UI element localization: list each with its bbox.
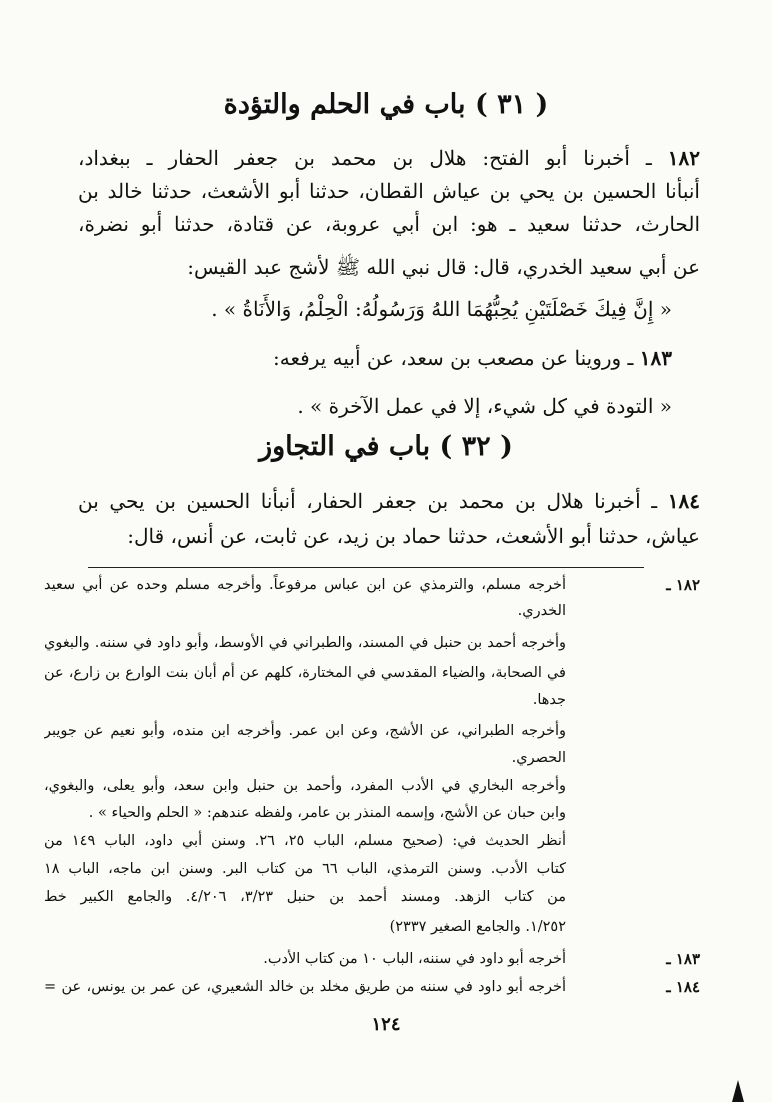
hadith-183-quote: « التودة في كل شيء، إلا في عمل الآخرة » . (297, 394, 672, 418)
footnote-182-line: جدها. (532, 692, 566, 708)
footnote-184-text: أخرجه أبو داود في سننه من طريق مخلد بن خالد الشعيري، عن عمر بن يونس، عن = (44, 979, 566, 995)
hadith-182-text-1: ـ أخبرنا أبو الفتح: هلال بن محمد بن جعفر الحفار ـ ببغداد، (78, 146, 652, 170)
hadith-182-line-4: عن أبي سعيد الخدري، قال: قال نبي الله ﷺ لأشج عبد القيس: (187, 255, 700, 279)
hadith-184-number: ١٨٤ (667, 489, 700, 513)
footnote-182-line: وأخرجه الطبراني، عن الأشج، وعن ابن عمر. وأخرجه ابن منده، وأبو نعيم عن جويبر (44, 723, 566, 739)
footnote-182-line: ١/٢٥٢. والجامع الصغير ٢٣٣٧) (389, 919, 566, 935)
footnote-182-line: كتاب الأدب. وسنن الترمذي، الباب ٦٦ من كتاب البر. وسنن ابن ماجه، الباب ١٨ (44, 861, 566, 877)
footnote-182-line: وأخرجه أحمد بن حنبل في المسند، والطبراني في الأوسط، وأبو داود في سننه. والبغوي (44, 635, 566, 651)
footnote-182-line: وابن حبان عن الأشج، وإسمه المنذر بن عامر، ولفظه عندهم: « الحلم والحياء » . (88, 805, 566, 821)
footnote-183-label: ١٨٣ ـ (666, 950, 700, 968)
footnote-182-line: الخدري. (517, 603, 566, 619)
hadith-184-line-1 (78, 486, 700, 516)
footnote-divider (88, 567, 644, 568)
footnote-182-line: في الصحابة، والضياء المقدسي في المختارة، كلهم عن أم أبان بنت الوارع بن زارع، عن (44, 665, 566, 681)
hadith-182-line-3: الحارث، حدثنا سعيد ـ هو: ابن أبي عروبة، عن قتادة، حدثنا أبو نضرة، (78, 212, 700, 236)
footnote-182-line: أخرجه مسلم، والترمذي عن ابن عباس مرفوعاً. وأخرجه مسلم وحده عن أبي سعيد (44, 577, 566, 593)
hadith-183-text: ـ وروينا عن مصعب بن سعد، عن أبيه يرفعه: (273, 346, 634, 370)
footnote-182-line: من كتاب الزهد. ومسند أحمد بن حنبل ٣/٢٣، ٤/٢٠٦. والجامع الكبير خط (44, 889, 566, 905)
page-number: ١٢٤ (371, 1014, 401, 1035)
hadith-184-text-1: ـ أخبرنا هلال بن محمد بن جعفر الحفار، أنبأنا الحسين بن يحي بن (78, 489, 658, 513)
chapter-heading-32: ( ٣٢ ) باب في التجاوز (259, 431, 513, 462)
hadith-182-line-2: أنبأنا الحسين بن يحي بن عياش القطان، حدثنا أبو الأشعث، حدثنا خالد بن (78, 179, 700, 203)
footnote-182-line: الحصري. (511, 750, 566, 766)
footnote-182-line: أنظر الحديث في: (صحيح مسلم، الباب ٢٥، ٢٦. وسنن أبي داود، الباب ١٤٩ من (44, 833, 566, 849)
footnote-183-text: أخرجه أبو داود في سننه، الباب ١٠ من كتاب الأدب. (263, 951, 566, 967)
footnote-182-label: ١٨٢ ـ (666, 576, 700, 594)
scan-corner-mark (732, 1080, 744, 1102)
hadith-182-quote: « إِنَّ فِيكَ خَصْلَتَيْنِ يُحِبُّهُمَا اللهُ وَرَسُولُهُ: الْحِلْمُ، وَالأَنَاةُ » . (211, 297, 672, 321)
hadith-184-line-2: عياش، حدثنا أبو الأشعث، حدثنا حماد بن زيد، عن ثابت، عن أنس، قال: (127, 524, 700, 548)
chapter-heading-31: ( ٣١ ) باب في الحلم والتؤدة (223, 89, 549, 120)
footnote-182-line: وأخرجه البخاري في الأدب المفرد، وأحمد بن حنبل وابن سعد، وأبو يعلى، والبغوي، (44, 778, 566, 794)
hadith-183-line (50, 343, 672, 373)
hadith-183-number: ١٨٣ (639, 346, 672, 370)
hadith-182-line-1 (78, 143, 700, 173)
hadith-182-number: ١٨٢ (667, 146, 700, 170)
footnote-184-label: ١٨٤ ـ (666, 978, 700, 996)
